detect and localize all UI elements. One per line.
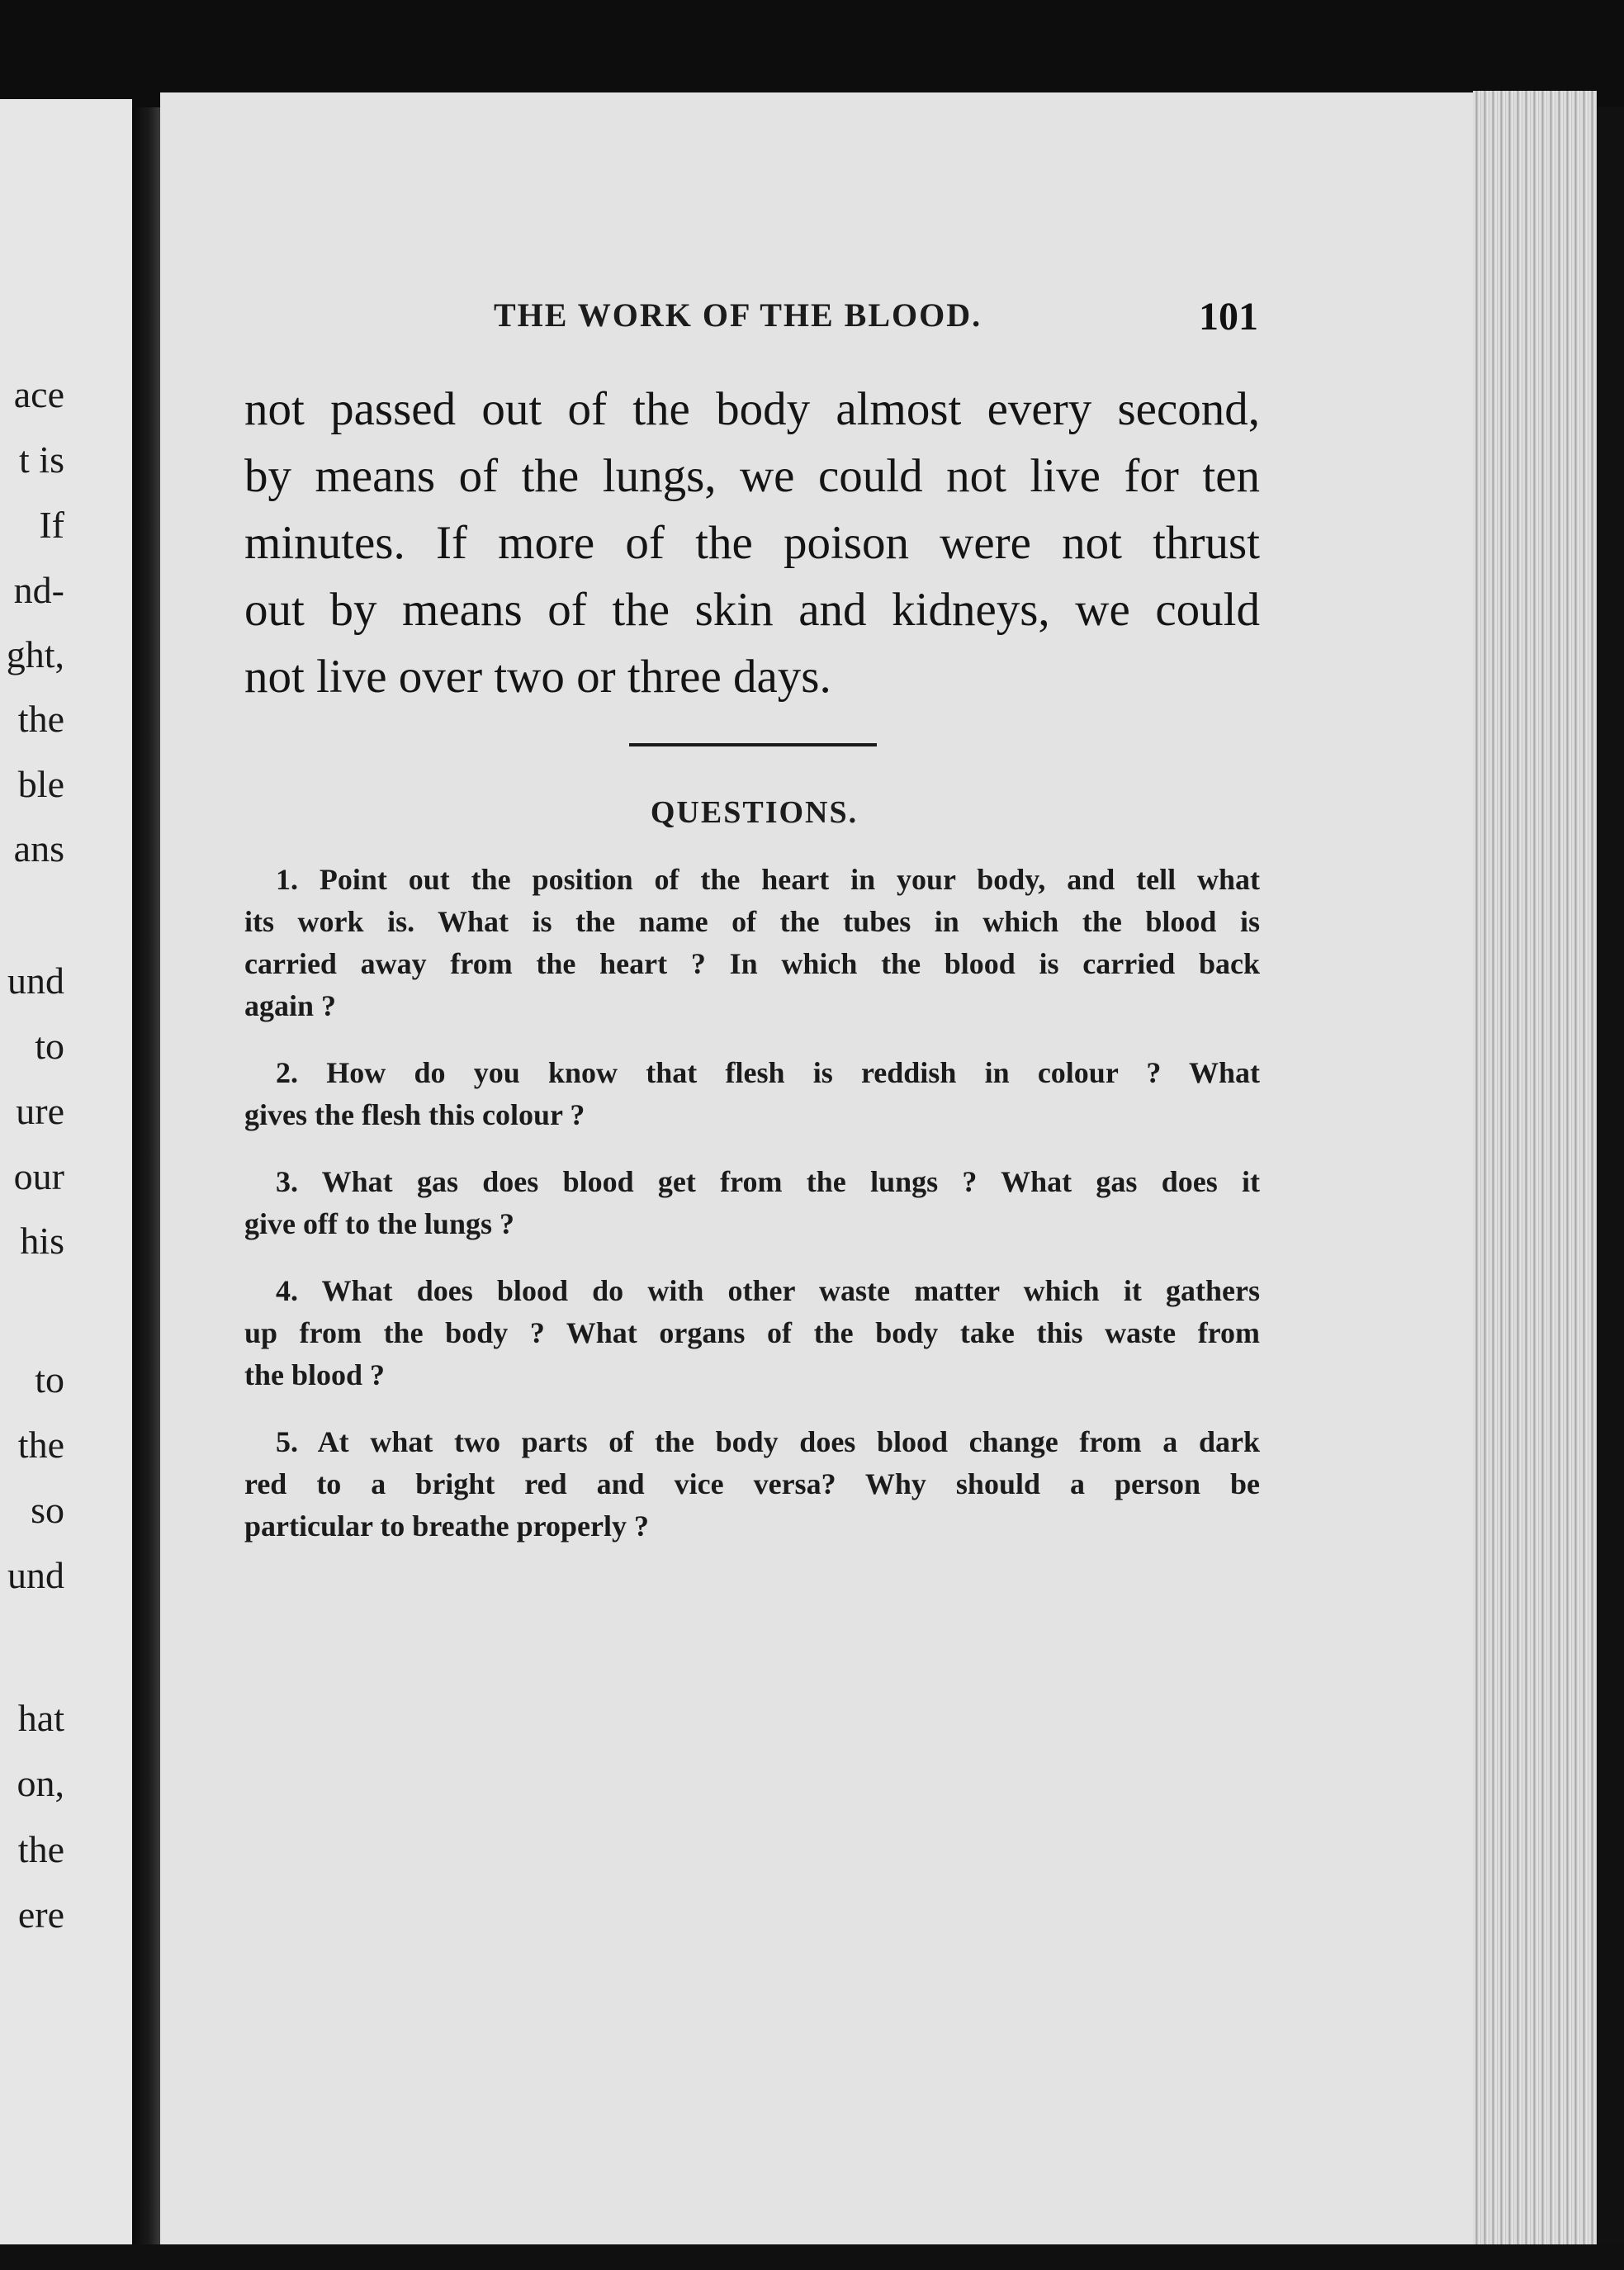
left-page-text: ans (13, 827, 64, 870)
left-page-text: to (35, 1025, 64, 1067)
question-item (244, 1421, 1260, 1547)
body-paragraph (244, 376, 1260, 710)
question-line: 1. Point out the position of the heart in your body, and tell what (276, 863, 1260, 896)
question-line: 2. How do you know that flesh is reddish in colour ? What (276, 1056, 1260, 1089)
left-page-text: ght, (6, 633, 64, 675)
left-page-text: ure (16, 1090, 64, 1132)
question-item (244, 1052, 1260, 1136)
question-line: give off to the lungs ? (244, 1207, 514, 1240)
left-page-text: hat (17, 1697, 64, 1739)
question-line: the blood ? (244, 1358, 386, 1391)
body-line: minutes. If more of the poison were not thrust (244, 517, 1260, 569)
question-line: its work is. What is the name of the tubes in which the blood is (244, 905, 1260, 938)
running-head: THE WORK OF THE BLOOD. (494, 296, 982, 334)
questions-list (244, 859, 1260, 1572)
question-line: particular to breathe properly ? (244, 1509, 649, 1543)
body-line: not passed out of the body almost every second, (244, 383, 1260, 435)
left-page-text: the (17, 698, 64, 740)
left-page-text: If (39, 504, 64, 546)
left-page-text: the (17, 1828, 64, 1870)
left-page-text: und (7, 960, 64, 1002)
left-page-text: und (7, 1554, 64, 1596)
page-number: 101 (1199, 295, 1258, 339)
left-page-fragment (0, 99, 132, 2246)
left-page-text: nd- (13, 569, 64, 611)
question-item (244, 1270, 1260, 1396)
left-page-text: ace (13, 373, 64, 415)
question-line: carried away from the heart ? In which the blood is carried back (244, 947, 1260, 980)
left-page-text: ere (17, 1893, 64, 1936)
book-edge-shadow (1597, 107, 1624, 2254)
questions-heading (0, 794, 1624, 831)
left-page-text: our (13, 1155, 64, 1197)
section-divider (629, 743, 877, 746)
left-page-text: the (17, 1424, 64, 1466)
book-gutter (132, 107, 160, 2254)
questions-heading-text: QUESTIONS. (650, 795, 859, 830)
question-line: 3. What gas does blood get from the lungs ? What gas does it (276, 1165, 1260, 1198)
left-page-text: on, (17, 1762, 64, 1804)
question-line: up from the body ? What organs of the body take this waste from (244, 1316, 1260, 1349)
left-page-text: ble (17, 763, 64, 805)
question-line: 5. At what two parts of the body does blood change from a dark (276, 1425, 1260, 1458)
body-line: out by means of the skin and kidneys, we could (244, 584, 1260, 636)
left-page-text: his (20, 1220, 64, 1262)
body-line: not live over two or three days. (244, 651, 831, 703)
question-line: gives the flesh this colour ? (244, 1098, 585, 1131)
question-item (244, 1161, 1260, 1245)
body-line: by means of the lungs, we could not live for ten (244, 450, 1260, 502)
left-page-text: so (31, 1489, 64, 1531)
question-item (244, 859, 1260, 1027)
left-page-text: t is (19, 438, 64, 481)
book-fore-edge (1473, 91, 1597, 2250)
scan-bottom-border (0, 2244, 1624, 2270)
question-line: red to a bright red and vice versa? Why should a person be (244, 1467, 1260, 1500)
question-line: 4. What does blood do with other waste matter which it gathers (276, 1274, 1260, 1307)
left-page-text: to (35, 1358, 64, 1400)
question-line: again ? (244, 989, 337, 1022)
